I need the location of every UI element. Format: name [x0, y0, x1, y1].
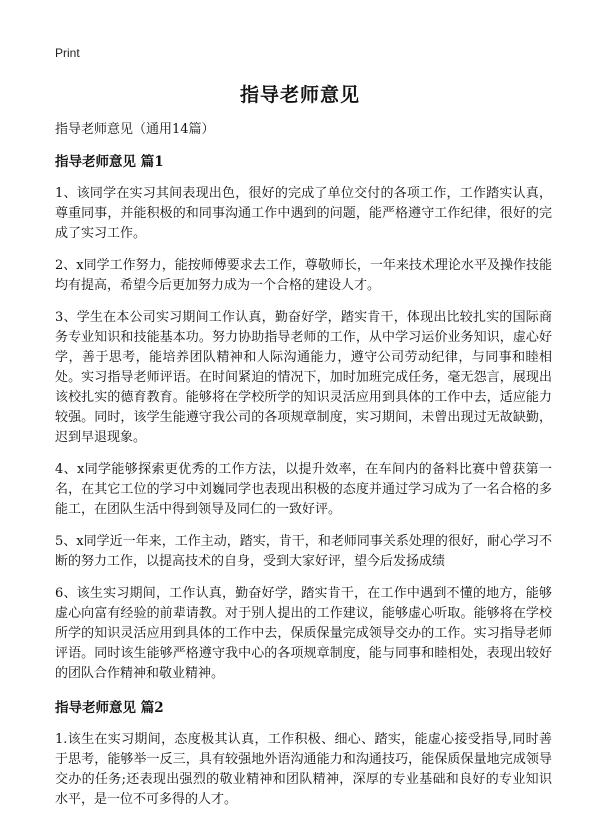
- paragraph: 4、x同学能够探索更优秀的工作方法，以提升效率，在车间内的备料比赛中曾获第一名，在其它工位的学习中刘巍同学也表现出积极的态度并通过学习成为了一名合格的多能工，在团队生活中得到领导及同仁的一致好评。: [55, 462, 552, 517]
- print-link[interactable]: Print: [55, 46, 80, 60]
- section-heading: 指导老师意见 篇2: [55, 700, 164, 716]
- paragraph: 1.该生在实习期间，态度极其认真，工作积极、细心、踏实，能虚心接受指导,同时善于思考，能够举一反三，具有较强地外语沟通能力和沟通技巧，能保质保量地完成领导交办的任务;还表现出强烈的敬业精神和团队精神，深厚的专业基础和良好的专业知识水平，是一位不可多得的人才。: [55, 732, 552, 807]
- paragraph: 2、x同学工作努力，能按师傅要求去工作，尊敬师长，一年来技术理论水平及操作技能均有提高，希望今后更加努力成为一个合格的建设人才。: [55, 258, 552, 293]
- paragraph: 5、x同学近一年来，工作主动，踏实，肯干，和老师同事关系处理的很好，耐心学习不断的努力工作，以提高技术的自身，受到大家好评，望今后发扬成绩: [55, 534, 552, 569]
- paragraph: 3、学生在本公司实习期间工作认真，勤奋好学，踏实肯干，体现出比较扎实的国际商务专业知识和技能基本功。努力协助指导老师的工作，从中学习运价业务知识，虚心好学，善于思考，能培养团队精神和人际沟通能力，遵守公司劳动纪律，与同事和睦相处。实习指导老师评语。在时间紧迫的情况下，加时加班完成任务，毫无怨言，展现出该校扎实的德育教育。能够将在学校所学的知识灵活应用到具体的工作中去，适应能力较强。同时，该学生能遵守我公司的各项规章制度，实习期间，未曾出现过无故缺勤，迟到早退现象。: [55, 310, 552, 445]
- page-title: 指导老师意见: [239, 84, 360, 106]
- section-heading: 指导老师意见 篇1: [55, 154, 164, 170]
- paragraph: 6、该生实习期间，工作认真，勤奋好学，踏实肯干，在工作中遇到不懂的地方，能够虚心向富有经验的前辈请教。对于别人提出的工作建议，能够虚心听取。能够将在学校所学的知识灵活应用到具体的工作中去，保质保量完成领导交办的工作。实习指导老师评语。同时该生能够严格遵守我中心的各项规章制度，能与同事和睦相处，表现出较好的团队合作精神和敬业精神。: [55, 586, 552, 681]
- document-body: [55, 120, 552, 822]
- section-2: [55, 698, 552, 810]
- section-1: [55, 152, 552, 684]
- document-subtitle: 指导老师意见（通用14篇）: [55, 122, 215, 137]
- paragraph: 1、该同学在实习其间表现出色，很好的完成了单位交付的各项工作，工作踏实认真，尊重同事，并能积极的和同事沟通工作中遇到的问题，能严格遵守工作纪律，很好的完成了实习工作。: [55, 186, 552, 241]
